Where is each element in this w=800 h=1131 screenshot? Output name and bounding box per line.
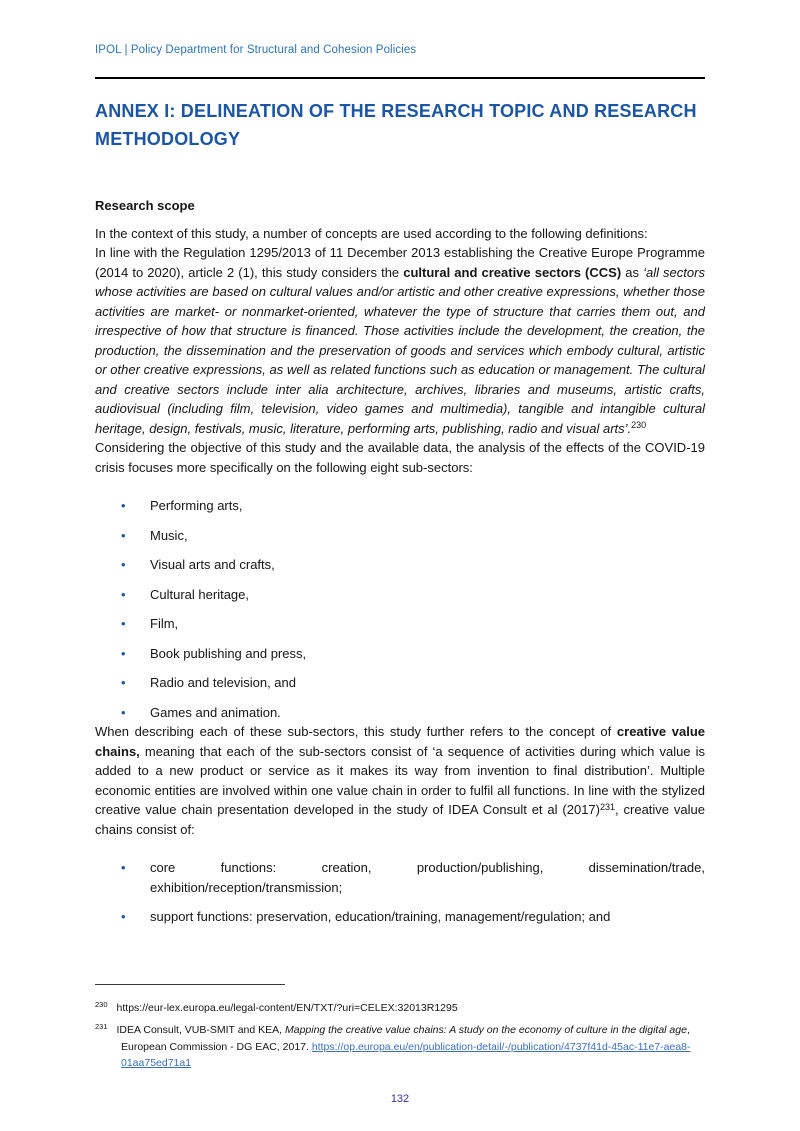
when-bold-value-chains: creative value chains, (95, 724, 705, 759)
footnote-text: , European Commission - DG EAC, 2017. (121, 1024, 690, 1053)
footnote-ref-231: 231 (600, 801, 616, 812)
document-header: IPOL | Policy Department for Structural and Cohesion Policies (95, 44, 417, 56)
footnote-publication-title: Mapping the creative value chains: A study on the economy of culture in the digital age (284, 1024, 687, 1036)
footnote-divider (95, 984, 285, 985)
list-item: • Radio and television, and (121, 673, 705, 693)
paragraph-considering: Considering the objective of this study and the available data, the analysis of the effects of the COVID-19 crisis focuses more specifically on the following eight sub-sectors: (95, 440, 705, 475)
list-item: • Performing arts, (121, 496, 705, 516)
list-item: • support functions: preservation, education/training, management/regulation; and (121, 907, 705, 927)
page-title: ANNEX I: DELINEATION OF THE RESEARCH TOPIC AND RESEARCH METHODOLOGY (95, 101, 697, 149)
definition-quote: ‘all sectors whose activities are based on cultural values and/or artistic and other creative expressions, whether those activities are market- or nonmarket-oriented, whatever the type of structure that carries them out, and irrespective of how that structure is financed. Those activities include the development, the creation, the production, the dissemination and the preservation of goods and services which embody cultural, artistic or other creative expressions, as well as related functions such as education or management. The cultural and creative sectors include inter alia architecture, archives, libraries and museums, artistic crafts, audiovisual (including film, television, video games and multimedia), tangible and intangible cultural heritage, design, festivals, music, literature, performing arts, publishing, radio and visual arts’. (95, 264, 705, 436)
section-heading-research-scope: Research scope (95, 198, 195, 214)
footnote-231 (95, 1022, 705, 1071)
paragraph-intro: In the context of this study, a number of concepts are used according to the following definitions: (95, 225, 648, 241)
definition-lead: In line with the Regulation 1295/2013 of 11 December 2013 establishing the Creative Europe Programme (2014 to 2020), article 2 (1), this study considers the (95, 245, 705, 280)
footnote-text: https://eur-lex.europa.eu/legal-content/EN/TXT/?uri=CELEX:32013R1295 (116, 1002, 458, 1014)
list-item: • Games and animation. (121, 703, 705, 723)
list-item: • core functions: creation, production/publishing, dissemination/trade, exhibition/reception/transmission; (121, 858, 705, 897)
footnote-number: 231 (95, 1022, 108, 1031)
functions-list (95, 848, 705, 927)
footnote-ref-230: 230 (631, 420, 647, 431)
when-tail: , creative value chains consist of: (95, 802, 705, 837)
when-lead: When describing each of these sub-sectors, this study further refers to the concept of (95, 724, 617, 740)
footnote-text: IDEA Consult, VUB-SMIT and KEA, (116, 1024, 285, 1036)
list-item: • Music, (121, 526, 705, 546)
list-item: • Cultural heritage, (121, 585, 705, 605)
list-item: • Book publishing and press, (121, 644, 705, 664)
page-number: 132 (390, 1093, 410, 1105)
definition-mid: as (621, 264, 644, 280)
list-item: • Visual arts and crafts, (121, 555, 705, 575)
subsector-list (95, 486, 705, 722)
footnote-area (95, 984, 705, 1105)
header-divider (95, 77, 705, 79)
definition-bold-ccs: cultural and creative sectors (CCS) (403, 264, 622, 280)
paragraph-value-chains (95, 722, 705, 839)
footnote-230 (95, 1000, 705, 1017)
footnote-link[interactable]: https://op.europa.eu/en/publication-detail/-/publication/4737f41d-45ac-11e7-aea8-01aa75ed71a1 (121, 1041, 691, 1069)
list-item: • Film, (121, 614, 705, 634)
footnote-number: 230 (95, 1000, 108, 1009)
paragraph-definition (95, 243, 705, 438)
when-body: meaning that each of the sub-sectors consist of ‘a sequence of activities during which value is added to a new product or service as it makes its way from invention to final distribution’. Multiple economic entities are involved within one value chain in order to fulfil all functions. In line with the stylized creative value chain presentation developed in the study of IDEA Consult et al (2017) (95, 743, 705, 818)
